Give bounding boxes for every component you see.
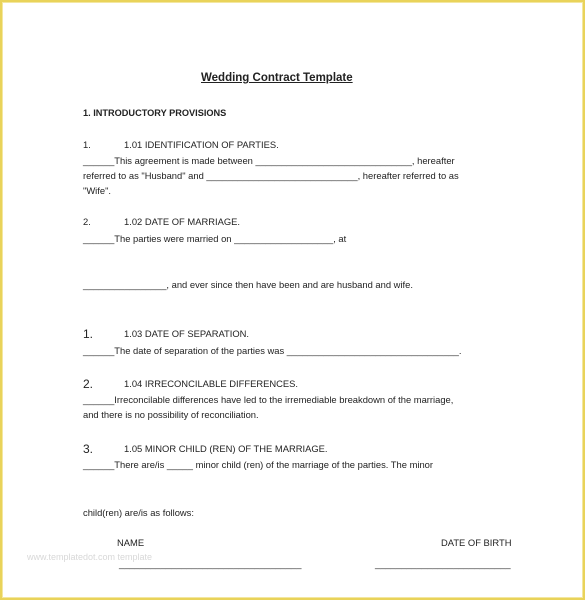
- table-cell-dob-blank: __________________________: [375, 558, 511, 569]
- paragraph-line: "Wife".: [83, 185, 112, 196]
- item-number: 1.: [83, 139, 91, 150]
- item-heading: 1.04 IRRECONCILABLE DIFFERENCES.: [124, 378, 299, 389]
- item-heading: 1.03 DATE OF SEPARATION.: [124, 328, 250, 339]
- paragraph-line: ______Irreconcilable differences have led to the irremediable breakdown of the marriage,: [83, 394, 454, 405]
- item-heading: 1.05 MINOR CHILD (REN) OF THE MARRIAGE.: [124, 443, 328, 454]
- item-number: 2.: [83, 377, 94, 391]
- paragraph-line: ______The date of separation of the parties was _________________________________.: [83, 345, 462, 356]
- item-number: 3.: [83, 442, 94, 456]
- table-cell-name-blank: ___________________________________: [119, 558, 302, 569]
- paragraph-line: ______This agreement is made between ______________________________, hereafter: [83, 155, 455, 166]
- page-frame: [2, 2, 583, 598]
- item-number: 2.: [83, 216, 91, 227]
- paragraph-line: and there is no possibility of reconciliation.: [83, 409, 259, 420]
- paragraph-line: ______There are/is _____ minor child (ren) of the marriage of the parties. The minor: [83, 459, 434, 470]
- table-header-dob: DATE OF BIRTH: [441, 537, 512, 548]
- item-heading: 1.01 IDENTIFICATION OF PARTIES.: [124, 139, 279, 150]
- table-header-name: NAME: [117, 537, 145, 548]
- watermark: www.templatedot.com template: [27, 552, 153, 562]
- children-intro: child(ren) are/is as follows:: [83, 507, 194, 518]
- paragraph-line: ________________, and ever since then have been and are husband and wife.: [83, 279, 413, 290]
- item-number: 1.: [83, 327, 94, 341]
- section-heading: 1. INTRODUCTORY PROVISIONS: [83, 108, 227, 118]
- document-title: Wedding Contract Template: [201, 72, 353, 84]
- item-heading: 1.02 DATE OF MARRIAGE.: [124, 216, 240, 227]
- document-page: [3, 3, 582, 597]
- paragraph-line: ______The parties were married on ___________________, at: [83, 233, 347, 244]
- paragraph-line: referred to as "Husband" and _____________________________, hereafter referred to as: [83, 170, 459, 181]
